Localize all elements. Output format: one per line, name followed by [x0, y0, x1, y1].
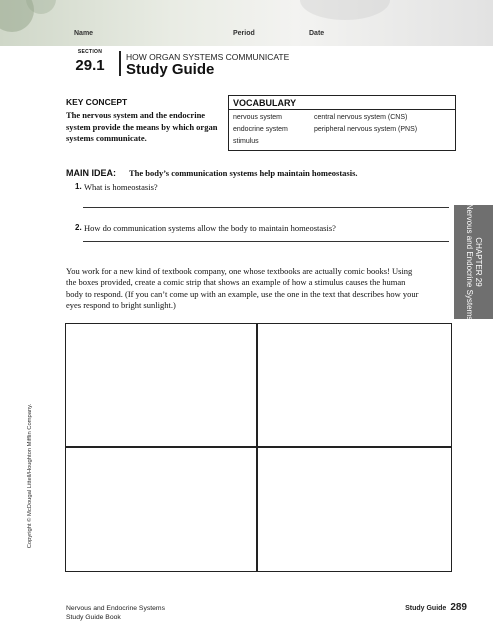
vocab-term: stimulus: [233, 138, 259, 145]
section-divider: [119, 51, 121, 76]
period-label: Period: [233, 30, 255, 37]
question-text: How do communication systems allow the body to maintain homeostasis?: [84, 223, 336, 233]
comic-panel[interactable]: [66, 448, 256, 571]
footer-book-title: Nervous and Endocrine Systems: [66, 605, 165, 612]
footer-label: Study Guide: [405, 605, 447, 612]
section-label: SECTION: [77, 49, 103, 55]
answer-line[interactable]: [83, 207, 449, 208]
copyright-notice: Copyright © McDougal Littell/Houghton Mifflin Company.: [27, 403, 33, 549]
footer-book-subtitle: Study Guide Book: [66, 614, 121, 621]
vocabulary-heading: VOCABULARY: [233, 98, 297, 108]
name-label: Name: [74, 30, 94, 37]
footer-right: [405, 602, 467, 613]
header-banner: [0, 0, 493, 46]
comic-panel[interactable]: [66, 324, 256, 446]
texture-decoration: [300, 0, 390, 20]
key-concept-text: The nervous system and the endocrine system provide the means by which organ systems communicate.: [66, 110, 218, 143]
answer-line[interactable]: [83, 241, 449, 242]
comic-strip-grid: [65, 323, 452, 572]
section-title: HOW ORGAN SYSTEMS COMMUNICATE: [126, 52, 290, 62]
section-number: 29.1: [75, 57, 105, 74]
question-number: 2.: [75, 223, 82, 232]
chapter-title: Nervous and Endocrine Systems: [464, 203, 474, 321]
vocabulary-divider: [229, 109, 455, 110]
question-number: 1.: [75, 182, 82, 191]
comic-panel[interactable]: [258, 448, 451, 571]
instructions-paragraph: You work for a new kind of textbook company, one whose textbooks are actually comic books! Using the boxes provided, create a comic strip that shows an example of how a stimulus causes the human body to respond. (If you can’t come up with an example, use the one in the text that describes how your eyes respond to bright sunlight.): [66, 266, 419, 311]
main-idea-text: The body’s communication systems help maintain homeostasis.: [129, 168, 358, 178]
vocab-term: nervous system: [233, 114, 283, 121]
date-label: Date: [309, 30, 325, 37]
footer-left: [66, 604, 165, 622]
vocab-term: endocrine system: [233, 126, 288, 133]
key-concept-heading: KEY CONCEPT: [66, 97, 128, 107]
comic-panel[interactable]: [258, 324, 451, 446]
chapter-tab: [454, 205, 493, 319]
vocabulary-box: [228, 95, 456, 151]
chapter-number: CHAPTER 29: [473, 237, 483, 287]
vocab-term: peripheral nervous system (PNS): [314, 126, 418, 133]
page-number: 289: [450, 602, 467, 613]
page-title: Study Guide: [126, 61, 215, 78]
question-text: What is homeostasis?: [84, 182, 158, 192]
main-idea-label: MAIN IDEA:: [66, 168, 116, 178]
vocab-term: central nervous system (CNS): [314, 114, 408, 121]
